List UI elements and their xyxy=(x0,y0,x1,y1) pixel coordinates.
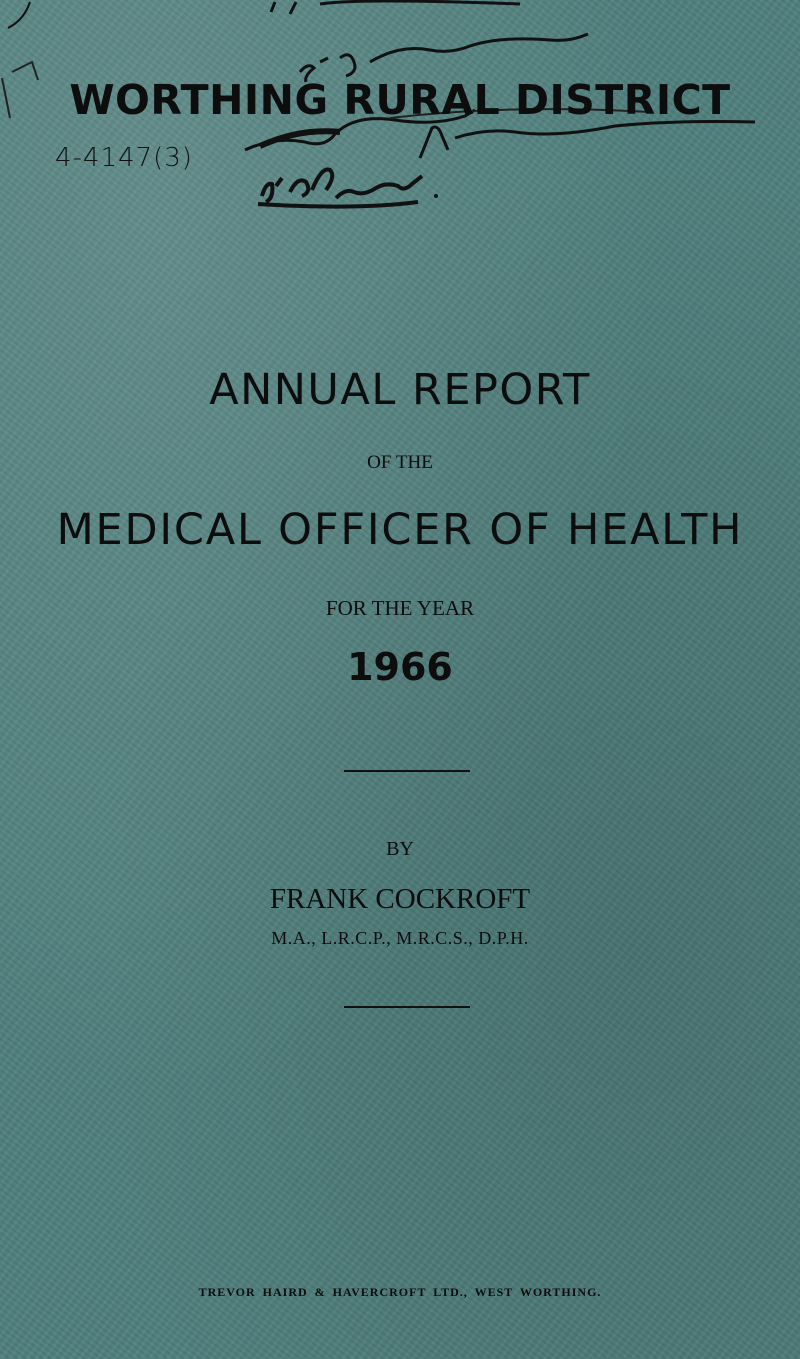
district-name: WORTHING RURAL DISTRICT xyxy=(69,76,731,124)
corner-mark xyxy=(8,2,30,28)
report-year: 1966 xyxy=(347,645,453,689)
of-the-text: OF THE xyxy=(367,452,433,473)
signature-stroke xyxy=(260,131,340,146)
author-name: FRANK COCKROFT xyxy=(269,883,531,915)
report-title: ANNUAL REPORT xyxy=(209,365,591,415)
divider-rule xyxy=(344,770,470,772)
for-the-year-text: FOR THE YEAR xyxy=(325,596,475,620)
author-qualifications: M.A., L.R.C.P., M.R.C.S., D.P.H. xyxy=(271,928,529,948)
signature-stroke xyxy=(300,34,588,82)
printer-imprint: TREVOR HAIRD & HAVERCROFT LTD., WEST WORTHING. xyxy=(198,1285,602,1299)
report-subject: MEDICAL OFFICER OF HEALTH xyxy=(56,505,744,555)
signature-stroke xyxy=(258,169,422,206)
ink-scribble xyxy=(271,1,520,14)
divider-rule xyxy=(344,1006,470,1008)
accession-number: 4-4147(3) xyxy=(55,143,193,173)
by-text: BY xyxy=(386,838,414,860)
